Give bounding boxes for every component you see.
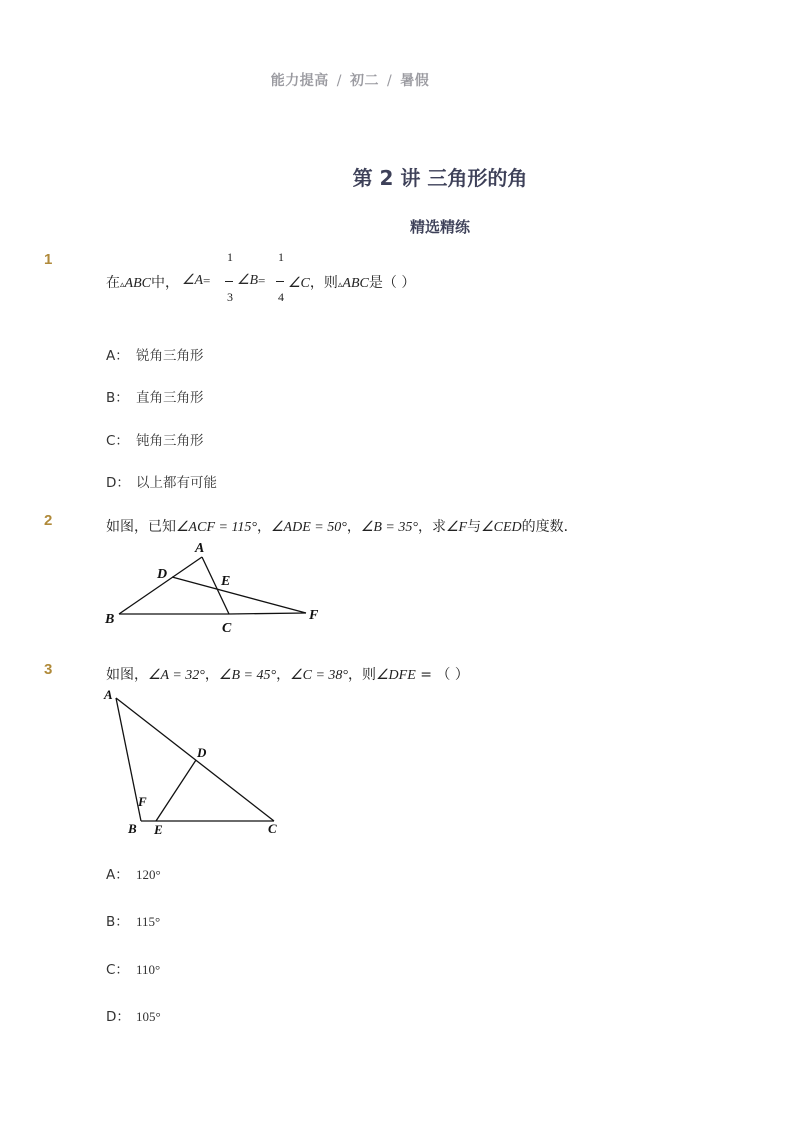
option-label: B：	[106, 390, 129, 406]
stem-text: ，	[276, 667, 291, 683]
stem-text: ，则	[348, 667, 376, 683]
asked-angle: ∠CED	[481, 520, 522, 535]
section-subtitle: 精选精练	[409, 218, 470, 236]
option-b[interactable]	[106, 910, 160, 930]
page-title: 第 2 讲 三角形的角	[352, 166, 528, 190]
given-angle: ∠B = 35°	[360, 520, 418, 535]
stem-text: = （ ）	[415, 667, 469, 683]
equals-sign: =	[258, 273, 266, 288]
vertex-label-f: F	[138, 794, 147, 809]
fraction-bar	[225, 281, 233, 282]
stem-text: 如图，已知	[106, 519, 176, 535]
vertex-label-e: E	[221, 574, 231, 589]
stem-text: 是（ ）	[368, 275, 416, 291]
vertex-label-d: D	[157, 567, 168, 582]
breadcrumb-item-level: 能力提高	[270, 73, 329, 89]
vertex-label-f: F	[309, 608, 319, 623]
fraction-denominator: 3	[227, 290, 233, 304]
segment-df	[172, 577, 306, 613]
option-c[interactable]	[106, 958, 160, 978]
question-1-stem	[106, 250, 706, 310]
vertex-label-c: C	[268, 821, 277, 836]
given-angle: ∠C = 38°	[290, 668, 348, 683]
option-label: B：	[106, 914, 129, 930]
triangle-symbol: ▵	[120, 280, 125, 290]
question-3-figure	[100, 685, 290, 840]
stem-text: 中，	[150, 275, 179, 291]
triangle-symbol: ▵	[337, 280, 343, 290]
asked-angle: ∠F	[445, 520, 468, 535]
option-d[interactable]	[106, 471, 217, 491]
segment-cf	[229, 613, 306, 614]
vertex-label-b: B	[105, 612, 115, 627]
stem-text: 在	[106, 275, 120, 291]
option-d[interactable]	[106, 1005, 161, 1025]
question-number: 3	[44, 661, 53, 678]
fraction-bar	[276, 281, 284, 282]
option-b[interactable]	[106, 386, 204, 406]
angle-b: ∠B	[237, 273, 259, 288]
option-text: 110°	[136, 962, 161, 977]
triangle-name: ABC	[342, 276, 369, 291]
vertex-label-d: D	[197, 745, 207, 760]
angle-c: ∠C	[288, 276, 310, 291]
breadcrumb-item-term: 暑假	[400, 73, 430, 89]
breadcrumb	[0, 70, 700, 90]
option-text: 105°	[136, 1009, 161, 1024]
vertex-label-b: B	[128, 821, 137, 836]
vertex-label-c: C	[222, 621, 232, 636]
option-label: C：	[106, 433, 129, 449]
option-a[interactable]	[106, 344, 204, 364]
option-text: 直角三角形	[136, 390, 204, 406]
stem-text: ，	[346, 519, 361, 535]
vertex-label-e: E	[154, 822, 163, 837]
stem-text: 的度数．	[521, 519, 578, 535]
option-label: A：	[106, 348, 129, 364]
fraction-numerator: 1	[227, 250, 233, 264]
option-label: D：	[106, 1009, 130, 1025]
option-text: 120°	[136, 867, 161, 882]
option-text: 锐角三角形	[136, 348, 204, 364]
question-2-figure	[100, 535, 340, 640]
question-3-stem	[106, 664, 469, 684]
option-text: 钝角三角形	[136, 433, 204, 449]
segment-ba	[119, 557, 202, 614]
option-label: A：	[106, 867, 129, 883]
breadcrumb-item-grade: 初二	[350, 73, 379, 89]
question-2-stem	[106, 516, 578, 536]
fraction-numerator: 1	[278, 250, 284, 264]
question-number: 1	[44, 251, 53, 268]
triangle-name: ABC	[124, 276, 151, 291]
stem-text: ，	[257, 519, 271, 535]
vertex-label-a: A	[104, 687, 113, 702]
option-label: D：	[106, 475, 130, 491]
segment-ed	[156, 760, 196, 821]
breadcrumb-separator: /	[336, 73, 342, 89]
stem-text: 与	[467, 519, 482, 535]
vertex-label-a: A	[195, 541, 205, 556]
given-angle: ∠A = 32°	[148, 668, 205, 683]
option-text: 以上都有可能	[136, 475, 217, 491]
stem-text: ，	[204, 667, 219, 683]
fraction-denominator: 4	[278, 290, 284, 304]
given-angle: ∠ACF = 115°	[176, 520, 257, 535]
asked-angle: ∠DFE	[376, 668, 416, 683]
stem-text: 如图，	[106, 667, 148, 683]
given-angle: ∠ADE = 50°	[271, 520, 347, 535]
angle-a: ∠A	[182, 273, 204, 288]
option-label: C：	[106, 962, 129, 978]
option-text: 115°	[136, 914, 161, 929]
equals-sign: =	[203, 273, 211, 288]
stem-text: ，则	[309, 275, 338, 291]
stem-text: ，求	[417, 519, 446, 535]
option-a[interactable]	[106, 863, 161, 883]
given-angle: ∠B = 45°	[218, 668, 277, 683]
option-c[interactable]	[106, 429, 204, 449]
breadcrumb-separator: /	[387, 73, 393, 89]
question-number: 2	[44, 512, 53, 529]
